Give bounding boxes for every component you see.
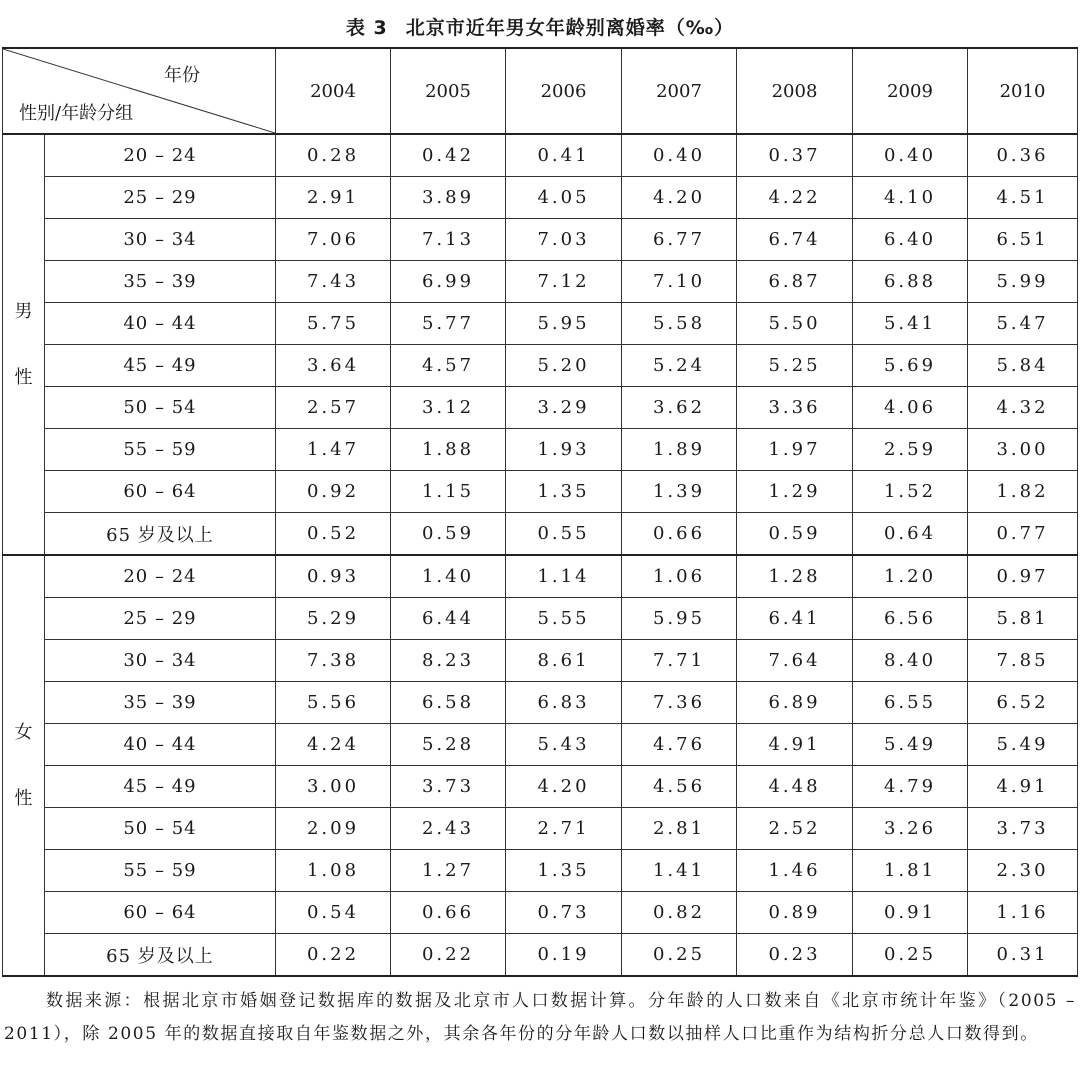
rate-cell: 0.36 [968,134,1078,177]
table-row [3,261,1078,303]
corner-header-cell [3,48,276,134]
rate-cell: 0.31 [968,934,1078,977]
rate-cell: 0.23 [737,934,853,977]
rate-cell: 6.89 [737,682,853,724]
rate-cell: 0.89 [737,892,853,934]
rate-cell: 5.28 [391,724,506,766]
table-row [3,345,1078,387]
divorce-rate-table [2,47,1078,977]
table-row [3,513,1078,556]
table-row [3,303,1078,345]
rate-cell: 1.47 [276,429,391,471]
rate-cell: 1.29 [737,471,853,513]
age-group-cell: 45 – 49 [45,345,276,387]
rate-cell: 1.89 [622,429,737,471]
rate-cell: 8.23 [391,640,506,682]
rate-cell: 0.40 [622,134,737,177]
rate-cell: 5.95 [622,598,737,640]
rate-cell: 6.87 [737,261,853,303]
rate-cell: 3.73 [968,808,1078,850]
rate-cell: 4.48 [737,766,853,808]
table-title: 北京市近年男女年龄别离婚率（‰） [405,17,735,39]
rate-cell: 2.57 [276,387,391,429]
rate-cell: 5.95 [506,303,622,345]
rate-cell: 2.81 [622,808,737,850]
year-header: 2007 [622,48,737,134]
rate-cell: 4.05 [506,177,622,219]
rate-cell: 6.56 [853,598,968,640]
table-row [3,682,1078,724]
rate-cell: 6.40 [853,219,968,261]
rate-cell: 0.59 [391,513,506,556]
rate-cell: 1.06 [622,555,737,598]
table-number: 表 3 [345,17,388,39]
rate-cell: 6.77 [622,219,737,261]
rate-cell: 1.88 [391,429,506,471]
rate-cell: 4.57 [391,345,506,387]
rate-cell: 4.24 [276,724,391,766]
rate-cell: 1.46 [737,850,853,892]
rate-cell: 6.55 [853,682,968,724]
rate-cell: 0.73 [506,892,622,934]
rate-cell: 0.40 [853,134,968,177]
rate-cell: 1.52 [853,471,968,513]
rate-cell: 3.00 [968,429,1078,471]
rate-cell: 7.36 [622,682,737,724]
rate-cell: 1.16 [968,892,1078,934]
rate-cell: 7.03 [506,219,622,261]
rate-cell: 5.55 [506,598,622,640]
rate-cell: 0.22 [391,934,506,977]
rate-cell: 0.19 [506,934,622,977]
table-row [3,766,1078,808]
table-row [3,219,1078,261]
rate-cell: 1.20 [853,555,968,598]
rate-cell: 4.91 [968,766,1078,808]
rate-cell: 4.51 [968,177,1078,219]
rate-cell: 5.75 [276,303,391,345]
rate-cell: 5.49 [853,724,968,766]
rate-cell: 1.27 [391,850,506,892]
sex-label-char: 性 [14,366,33,388]
rate-cell: 4.32 [968,387,1078,429]
rate-cell: 5.43 [506,724,622,766]
rate-cell: 1.14 [506,555,622,598]
age-group-cell: 45 – 49 [45,766,276,808]
rate-cell: 0.42 [391,134,506,177]
table-row [3,724,1078,766]
table-row [3,598,1078,640]
rate-cell: 4.76 [622,724,737,766]
table-caption [0,10,1080,46]
age-group-cell: 20 – 24 [45,134,276,177]
rate-cell: 1.35 [506,850,622,892]
rate-cell: 0.92 [276,471,391,513]
age-group-cell: 40 – 44 [45,724,276,766]
rate-cell: 1.35 [506,471,622,513]
rate-cell: 2.52 [737,808,853,850]
rate-cell: 0.55 [506,513,622,556]
sex-label-char: 女 [14,721,33,743]
rate-cell: 5.58 [622,303,737,345]
rate-cell: 2.91 [276,177,391,219]
age-group-cell: 40 – 44 [45,303,276,345]
rate-cell: 4.10 [853,177,968,219]
rate-cell: 4.20 [506,766,622,808]
corner-group-label: 性别/年龄分组 [19,103,134,124]
rate-cell: 0.93 [276,555,391,598]
source-note: 数据来源：根据北京市婚姻登记数据库的数据及北京市人口数据计算。分年龄的人口数来自《北京市统计年鉴》（2005 – 2011），除 2005 年的数据直接取自年鉴数据之外，其余各年份的分年龄人口数以抽样人口比重作为结构折分总人口数得到。 [4,991,1076,1044]
rate-cell: 0.77 [968,513,1078,556]
rate-cell: 0.28 [276,134,391,177]
rate-cell: 7.10 [622,261,737,303]
rate-cell: 2.30 [968,850,1078,892]
table-row [3,429,1078,471]
rate-cell: 0.25 [622,934,737,977]
rate-cell: 6.52 [968,682,1078,724]
age-group-cell: 20 – 24 [45,555,276,598]
table-row [3,177,1078,219]
rate-cell: 4.56 [622,766,737,808]
rate-cell: 3.36 [737,387,853,429]
rate-cell: 4.79 [853,766,968,808]
rate-cell: 5.99 [968,261,1078,303]
age-group-cell: 55 – 59 [45,429,276,471]
rate-cell: 0.41 [506,134,622,177]
rate-cell: 3.00 [276,766,391,808]
rate-cell: 2.71 [506,808,622,850]
sex-label-female [3,555,45,976]
rate-cell: 5.25 [737,345,853,387]
rate-cell: 2.09 [276,808,391,850]
rate-cell: 7.64 [737,640,853,682]
sex-label-male [3,134,45,555]
rate-cell: 1.15 [391,471,506,513]
rate-cell: 0.59 [737,513,853,556]
rate-cell: 0.64 [853,513,968,556]
table-row [3,850,1078,892]
table-row [3,934,1078,977]
age-group-cell: 35 – 39 [45,261,276,303]
rate-cell: 5.41 [853,303,968,345]
year-header: 2008 [737,48,853,134]
rate-cell: 7.12 [506,261,622,303]
rate-cell: 4.22 [737,177,853,219]
age-group-cell: 30 – 34 [45,219,276,261]
table-row [3,640,1078,682]
rate-cell: 6.99 [391,261,506,303]
rate-cell: 7.71 [622,640,737,682]
rate-cell: 5.20 [506,345,622,387]
sex-label-char: 性 [14,787,33,809]
rate-cell: 0.66 [622,513,737,556]
rate-cell: 6.51 [968,219,1078,261]
rate-cell: 5.24 [622,345,737,387]
rate-cell: 0.97 [968,555,1078,598]
age-group-cell: 65 岁及以上 [45,513,276,556]
year-header: 2004 [276,48,391,134]
rate-cell: 0.25 [853,934,968,977]
rate-cell: 0.52 [276,513,391,556]
rate-cell: 1.82 [968,471,1078,513]
rate-cell: 0.54 [276,892,391,934]
table-row [3,134,1078,177]
year-header: 2006 [506,48,622,134]
rate-cell: 4.91 [737,724,853,766]
rate-cell: 1.97 [737,429,853,471]
rate-cell: 1.41 [622,850,737,892]
rate-cell: 0.66 [391,892,506,934]
rate-cell: 4.06 [853,387,968,429]
rate-cell: 8.61 [506,640,622,682]
rate-cell: 7.13 [391,219,506,261]
rate-cell: 6.44 [391,598,506,640]
rate-cell: 3.62 [622,387,737,429]
rate-cell: 1.81 [853,850,968,892]
rate-cell: 2.43 [391,808,506,850]
rate-cell: 0.37 [737,134,853,177]
age-group-cell: 50 – 54 [45,808,276,850]
rate-cell: 5.50 [737,303,853,345]
rate-cell: 5.84 [968,345,1078,387]
year-header: 2005 [391,48,506,134]
rate-cell: 6.83 [506,682,622,724]
age-group-cell: 60 – 64 [45,471,276,513]
rate-cell: 7.43 [276,261,391,303]
rate-cell: 0.82 [622,892,737,934]
table-body [3,134,1078,976]
table-row [3,387,1078,429]
age-group-cell: 55 – 59 [45,850,276,892]
rate-cell: 8.40 [853,640,968,682]
rate-cell: 5.69 [853,345,968,387]
rate-cell: 5.77 [391,303,506,345]
rate-cell: 4.20 [622,177,737,219]
rate-cell: 7.06 [276,219,391,261]
table-row [3,471,1078,513]
rate-cell: 3.64 [276,345,391,387]
rate-cell: 6.74 [737,219,853,261]
rate-cell: 1.28 [737,555,853,598]
age-group-cell: 60 – 64 [45,892,276,934]
sex-label-char: 男 [14,300,33,322]
year-header: 2010 [968,48,1078,134]
rate-cell: 5.49 [968,724,1078,766]
rate-cell: 2.59 [853,429,968,471]
rate-cell: 1.93 [506,429,622,471]
age-group-cell: 35 – 39 [45,682,276,724]
rate-cell: 5.29 [276,598,391,640]
header-row [3,48,1078,134]
rate-cell: 0.91 [853,892,968,934]
table-row [3,808,1078,850]
rate-cell: 1.39 [622,471,737,513]
rate-cell: 7.85 [968,640,1078,682]
rate-cell: 5.47 [968,303,1078,345]
corner-year-label: 年份 [164,65,200,86]
rate-cell: 3.26 [853,808,968,850]
rate-cell: 3.12 [391,387,506,429]
age-group-cell: 25 – 29 [45,598,276,640]
age-group-cell: 65 岁及以上 [45,934,276,977]
year-header: 2009 [853,48,968,134]
rate-cell: 5.56 [276,682,391,724]
rate-cell: 6.41 [737,598,853,640]
rate-cell: 3.89 [391,177,506,219]
age-group-cell: 25 – 29 [45,177,276,219]
rate-cell: 6.88 [853,261,968,303]
rate-cell: 6.58 [391,682,506,724]
rate-cell: 3.29 [506,387,622,429]
rate-cell: 1.40 [391,555,506,598]
table-row [3,892,1078,934]
rate-cell: 7.38 [276,640,391,682]
age-group-cell: 50 – 54 [45,387,276,429]
table-row [3,555,1078,598]
rate-cell: 5.81 [968,598,1078,640]
rate-cell: 3.73 [391,766,506,808]
age-group-cell: 30 – 34 [45,640,276,682]
rate-cell: 0.22 [276,934,391,977]
rate-cell: 1.08 [276,850,391,892]
